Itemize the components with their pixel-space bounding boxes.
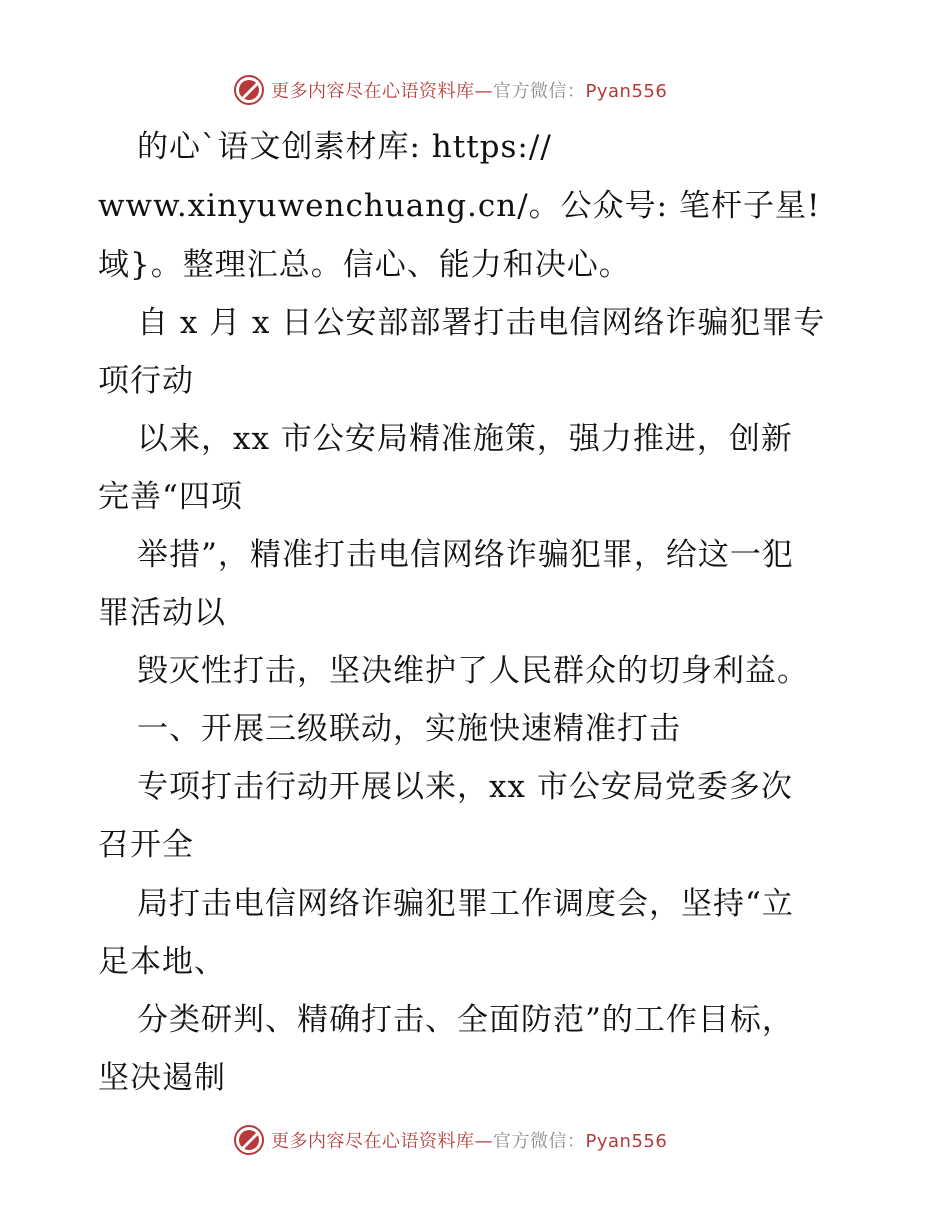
text-line: 分类研判、精确打击、全面防范”的工作目标，	[137, 1002, 794, 1038]
section-heading: 一、开展三级联动，实施快速精准打击	[137, 711, 681, 747]
watermark-separator: —	[474, 81, 493, 102]
text-line: 毁灭性打击，坚决维护了人民群众的切身利益。	[137, 653, 809, 689]
footer-watermark	[0, 1120, 950, 1160]
text-line: 召开全	[98, 827, 194, 863]
text-line: 以来，xx 市公安局精准施策，强力推进，创新	[137, 421, 793, 457]
text-line: www.xinyuwenchuang.cn/。公众号: 笔杆子星!	[98, 188, 821, 224]
text-line: 的心`语文创素材库: https://	[137, 129, 552, 165]
watermark-wechat-id: Pyan556	[585, 81, 668, 102]
pen-logo-icon	[233, 1124, 265, 1156]
text-line: 坚决遏制	[98, 1060, 226, 1096]
text-line: 自 x 月 x 日公安部部署打击电信网络诈骗犯罪专	[137, 305, 826, 341]
watermark-wechat-label: 官方微信：	[493, 1131, 586, 1152]
watermark-wechat-label: 官方微信：	[493, 81, 586, 102]
text-line: 举措”，精准打击电信网络诈骗犯罪，给这一犯	[137, 537, 794, 573]
watermark-separator: —	[474, 1131, 493, 1152]
text-line: 项行动	[98, 363, 194, 399]
text-line: 罪活动以	[98, 595, 226, 631]
text-line: 完善“四项	[98, 479, 243, 515]
text-line: 局打击电信网络诈骗犯罪工作调度会，坚持“立	[137, 886, 794, 922]
watermark-title: 更多内容尽在心语资料库	[271, 1131, 475, 1152]
watermark-wechat-id: Pyan556	[585, 1131, 668, 1152]
text-line: 域}。整理汇总。信心、能力和决心。	[98, 247, 631, 283]
pen-logo-icon	[233, 74, 265, 106]
header-watermark	[0, 70, 950, 110]
watermark-title: 更多内容尽在心语资料库	[271, 81, 475, 102]
text-line: 足本地、	[98, 944, 226, 980]
text-line: 专项打击行动开展以来，xx 市公安局党委多次	[137, 769, 793, 805]
